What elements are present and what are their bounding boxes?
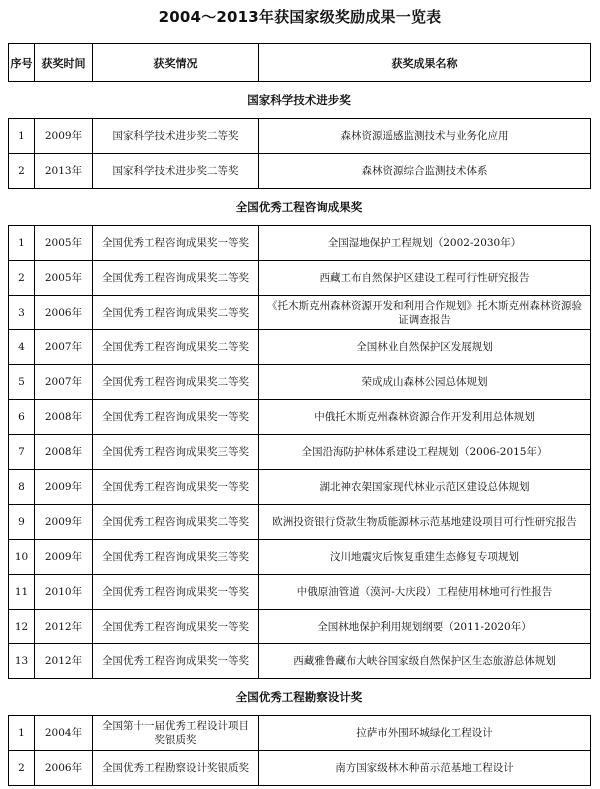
table-row — [9, 435, 591, 470]
table-row — [9, 609, 591, 644]
cell-year: 2012年 — [35, 644, 93, 679]
section-title: 全国优秀工程咨询成果奖 — [235, 199, 363, 214]
cell-no: 12 — [9, 609, 35, 644]
cell-year: 2008年 — [35, 400, 93, 435]
cell-name: 中俄托木斯克州森林资源合作开发利用总体规划 — [259, 400, 591, 435]
cell-award: 国家科学技术进步奖二等奖 — [93, 119, 259, 154]
table-header — [8, 43, 591, 82]
cell-no: 4 — [9, 330, 35, 365]
cell-name: 《托木斯克州森林资源开发和利用合作规划》托木斯克州森林资源验证调查报告 — [259, 295, 591, 330]
table-row — [9, 470, 591, 505]
cell-year: 2009年 — [35, 504, 93, 539]
cell-award: 全国优秀工程咨询成果奖二等奖 — [93, 365, 259, 400]
cell-no: 6 — [9, 400, 35, 435]
cell-award: 全国优秀工程咨询成果奖二等奖 — [93, 330, 259, 365]
table-row — [9, 504, 591, 539]
table-row — [9, 365, 591, 400]
table-row — [9, 574, 591, 609]
cell-name: 湖北神农架国家现代林业示范区建设总体规划 — [259, 470, 591, 505]
cell-name: 全国湿地保护工程规划（2002-2030年） — [259, 225, 591, 260]
table-row — [9, 295, 591, 330]
cell-award: 全国优秀工程咨询成果奖三等奖 — [93, 435, 259, 470]
column-header-name: 获奖成果名称 — [259, 44, 591, 82]
cell-award: 全国优秀工程咨询成果奖一等奖 — [93, 400, 259, 435]
table-row — [9, 539, 591, 574]
cell-year: 2010年 — [35, 574, 93, 609]
cell-award: 全国优秀工程咨询成果奖一等奖 — [93, 609, 259, 644]
cell-year: 2013年 — [35, 153, 93, 188]
cell-name: 全国林业自然保护区发展规划 — [259, 330, 591, 365]
cell-award: 全国优秀工程咨询成果奖一等奖 — [93, 470, 259, 505]
cell-no: 1 — [9, 225, 35, 260]
table-row — [9, 330, 591, 365]
cell-name: 全国林地保护利用规划纲要（2011-2020年） — [259, 609, 591, 644]
cell-award: 全国优秀工程勘察设计奖银质奖 — [93, 751, 259, 786]
cell-award: 全国优秀工程咨询成果奖一等奖 — [93, 644, 259, 679]
cell-name: 拉萨市外围环城绿化工程设计 — [259, 716, 591, 751]
cell-name: 森林资源遥感监测技术与业务化应用 — [259, 119, 591, 154]
document-title: 2004～2013年获国家级奖励成果一览表 — [158, 8, 442, 26]
table-row — [9, 153, 591, 188]
cell-no: 13 — [9, 644, 35, 679]
cell-year: 2009年 — [35, 539, 93, 574]
cell-year: 2005年 — [35, 260, 93, 295]
cell-no: 8 — [9, 470, 35, 505]
column-header-award: 获奖情况 — [93, 44, 259, 82]
table-row — [9, 751, 591, 786]
sections-container — [8, 82, 590, 786]
cell-award: 全国优秀工程咨询成果奖三等奖 — [93, 539, 259, 574]
cell-name: 中俄原油管道（漠河-大庆段）工程使用林地可行性报告 — [259, 574, 591, 609]
cell-no: 2 — [9, 751, 35, 786]
cell-award: 全国优秀工程咨询成果奖二等奖 — [93, 260, 259, 295]
table-row — [9, 644, 591, 679]
cell-award: 全国优秀工程咨询成果奖二等奖 — [93, 295, 259, 330]
cell-year: 2009年 — [35, 119, 93, 154]
cell-no: 3 — [9, 295, 35, 330]
cell-name: 西藏雅鲁藏布大峡谷国家级自然保护区生态旅游总体规划 — [259, 644, 591, 679]
table-row — [9, 260, 591, 295]
cell-year: 2004年 — [35, 716, 93, 751]
cell-year: 2007年 — [35, 365, 93, 400]
cell-no: 2 — [9, 153, 35, 188]
cell-no: 2 — [9, 260, 35, 295]
table-row — [9, 119, 591, 154]
cell-award: 全国优秀工程咨询成果奖一等奖 — [93, 225, 259, 260]
column-header-year: 获奖时间 — [35, 44, 93, 82]
table-row — [9, 716, 591, 751]
cell-award: 国家科学技术进步奖二等奖 — [93, 153, 259, 188]
section-table — [8, 118, 591, 189]
cell-year: 2005年 — [35, 225, 93, 260]
cell-no: 1 — [9, 119, 35, 154]
cell-award: 全国优秀工程咨询成果奖二等奖 — [93, 504, 259, 539]
cell-no: 7 — [9, 435, 35, 470]
cell-name: 西藏工布自然保护区建设工程可行性研究报告 — [259, 260, 591, 295]
cell-year: 2006年 — [35, 295, 93, 330]
section-title: 国家科学技术进步奖 — [247, 93, 351, 107]
cell-no: 9 — [9, 504, 35, 539]
cell-name: 汶川地震灾后恢复重建生态修复专项规划 — [259, 539, 591, 574]
cell-award: 全国第十一届优秀工程设计项目奖银质奖 — [93, 716, 259, 751]
cell-name: 荣成成山森林公园总体规划 — [259, 365, 591, 400]
cell-no: 1 — [9, 716, 35, 751]
table-row — [9, 400, 591, 435]
awards-sheet — [8, 43, 590, 786]
cell-name: 全国沿海防护林体系建设工程规划（2006-2015年） — [259, 435, 591, 470]
cell-no: 5 — [9, 365, 35, 400]
cell-award: 全国优秀工程咨询成果奖一等奖 — [93, 574, 259, 609]
cell-name: 欧洲投资银行贷款生物质能源林示范基地建设项目可行性研究报告 — [259, 504, 591, 539]
section-table — [8, 225, 591, 680]
cell-no: 10 — [9, 539, 35, 574]
cell-year: 2008年 — [35, 435, 93, 470]
cell-year: 2009年 — [35, 470, 93, 505]
cell-year: 2006年 — [35, 751, 93, 786]
section-title: 全国优秀工程勘察设计奖 — [235, 690, 363, 705]
cell-name: 南方国家级林木种苗示范基地工程设计 — [259, 751, 591, 786]
column-header-no: 序号 — [9, 44, 35, 82]
cell-year: 2007年 — [35, 330, 93, 365]
table-row — [9, 225, 591, 260]
cell-name: 森林资源综合监测技术体系 — [259, 153, 591, 188]
section-table — [8, 715, 591, 786]
cell-no: 11 — [9, 574, 35, 609]
cell-year: 2012年 — [35, 609, 93, 644]
